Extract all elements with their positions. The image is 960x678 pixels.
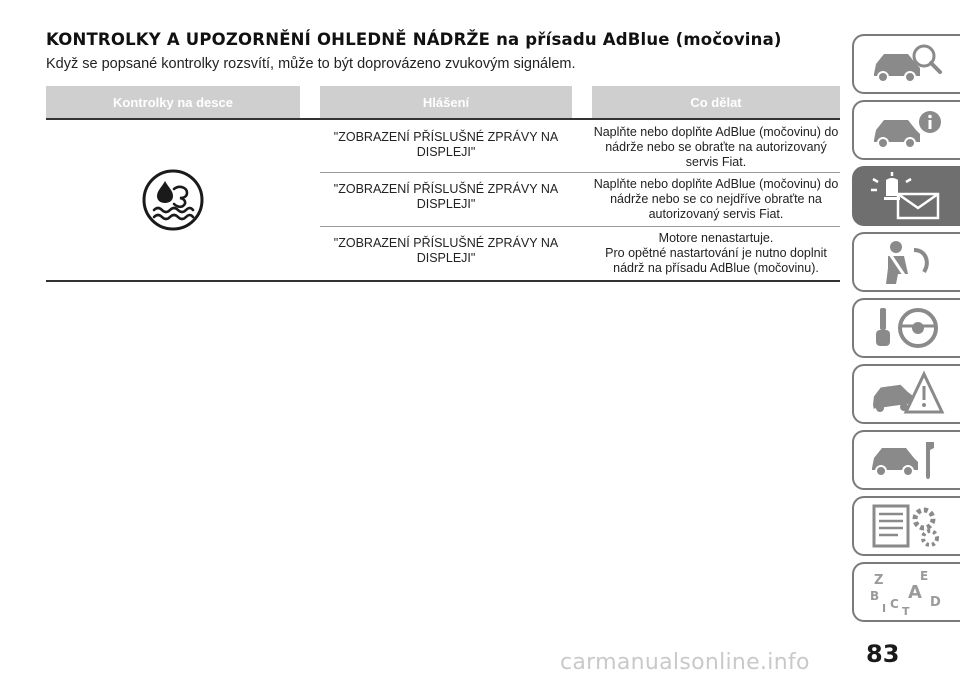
- index-letter: I: [882, 602, 887, 615]
- message-cell: "ZOBRAZENÍ PŘÍSLUŠNÉ ZPRÁVY NA DISPLEJI": [333, 182, 559, 211]
- tab-key-steering[interactable]: [852, 298, 960, 358]
- table-body: [46, 120, 840, 280]
- tab-emergency[interactable]: [852, 364, 960, 424]
- table-row: [320, 172, 840, 226]
- table-bottom-rule: [46, 280, 840, 282]
- car-warning-triangle-icon: [868, 370, 946, 418]
- list-gears-icon: [868, 502, 946, 550]
- message-cell: "ZOBRAZENÍ PŘÍSLUŠNÉ ZPRÁVY NA DISPLEJI": [333, 130, 559, 159]
- car-magnifier-icon: [868, 40, 946, 88]
- tab-maintenance[interactable]: [852, 430, 960, 490]
- header-action: Co dělat: [592, 86, 840, 118]
- header-message: Hlášení: [320, 86, 572, 118]
- message-cell: "ZOBRAZENÍ PŘÍSLUŠNÉ ZPRÁVY NA DISPLEJI": [333, 236, 559, 265]
- action-line: Motore nenastartuje.: [658, 231, 774, 245]
- key-steering-wheel-icon: [868, 304, 946, 352]
- action-line: Pro opětné nastartování je nutno doplnit nádrž na přísadu AdBlue (močovinu).: [605, 246, 827, 275]
- tab-safety[interactable]: [852, 232, 960, 292]
- index-letter: C: [890, 597, 899, 611]
- watermark: carmanualsonline.info: [560, 650, 810, 675]
- index-letter: T: [902, 605, 910, 616]
- car-info-icon: [868, 106, 946, 154]
- page-subtitle: Když se popsané kontrolky rozsvítí, může to být doprovázeno zvukovým signálem.: [46, 56, 576, 72]
- warning-table: [46, 86, 840, 275]
- table-row: [320, 226, 840, 280]
- car-wrench-icon: [868, 436, 946, 484]
- action-cell: Naplňte nebo doplňte AdBlue (močovinu) do nádrže nebo se obraťte na autorizovaný servis Fiat.: [593, 125, 839, 169]
- tab-car-inspection[interactable]: [852, 34, 960, 94]
- indicator-cell: [46, 120, 300, 280]
- index-letter: D: [930, 595, 941, 610]
- page-title: KONTROLKY A UPOZORNĚNÍ OHLEDNĚ NÁDRŽE na přísadu AdBlue (močovina): [46, 30, 782, 49]
- tab-warning-lights[interactable]: [852, 166, 960, 226]
- table-header-row: [46, 86, 840, 118]
- index-letter: Z: [874, 573, 884, 588]
- alphabet-index-icon: [868, 568, 946, 616]
- index-letter: B: [870, 589, 880, 603]
- index-letter: A: [908, 582, 922, 603]
- action-cell: [588, 231, 844, 276]
- page-number: 83: [866, 640, 900, 668]
- table-row: [320, 120, 840, 172]
- tab-car-info[interactable]: [852, 100, 960, 160]
- index-letter: E: [920, 569, 929, 583]
- adblue-warning-icon: [141, 168, 205, 232]
- tab-index[interactable]: [852, 562, 960, 622]
- seatbelt-airbag-icon: [868, 238, 946, 286]
- header-indicators: Kontrolky na desce: [46, 86, 300, 118]
- tab-technical-data[interactable]: [852, 496, 960, 556]
- action-cell: Naplňte nebo doplňte AdBlue (močovinu) do nádrže nebo se co nejdříve obraťte na autorizovaný servis Fiat.: [593, 177, 839, 221]
- warning-light-envelope-icon: [868, 172, 946, 220]
